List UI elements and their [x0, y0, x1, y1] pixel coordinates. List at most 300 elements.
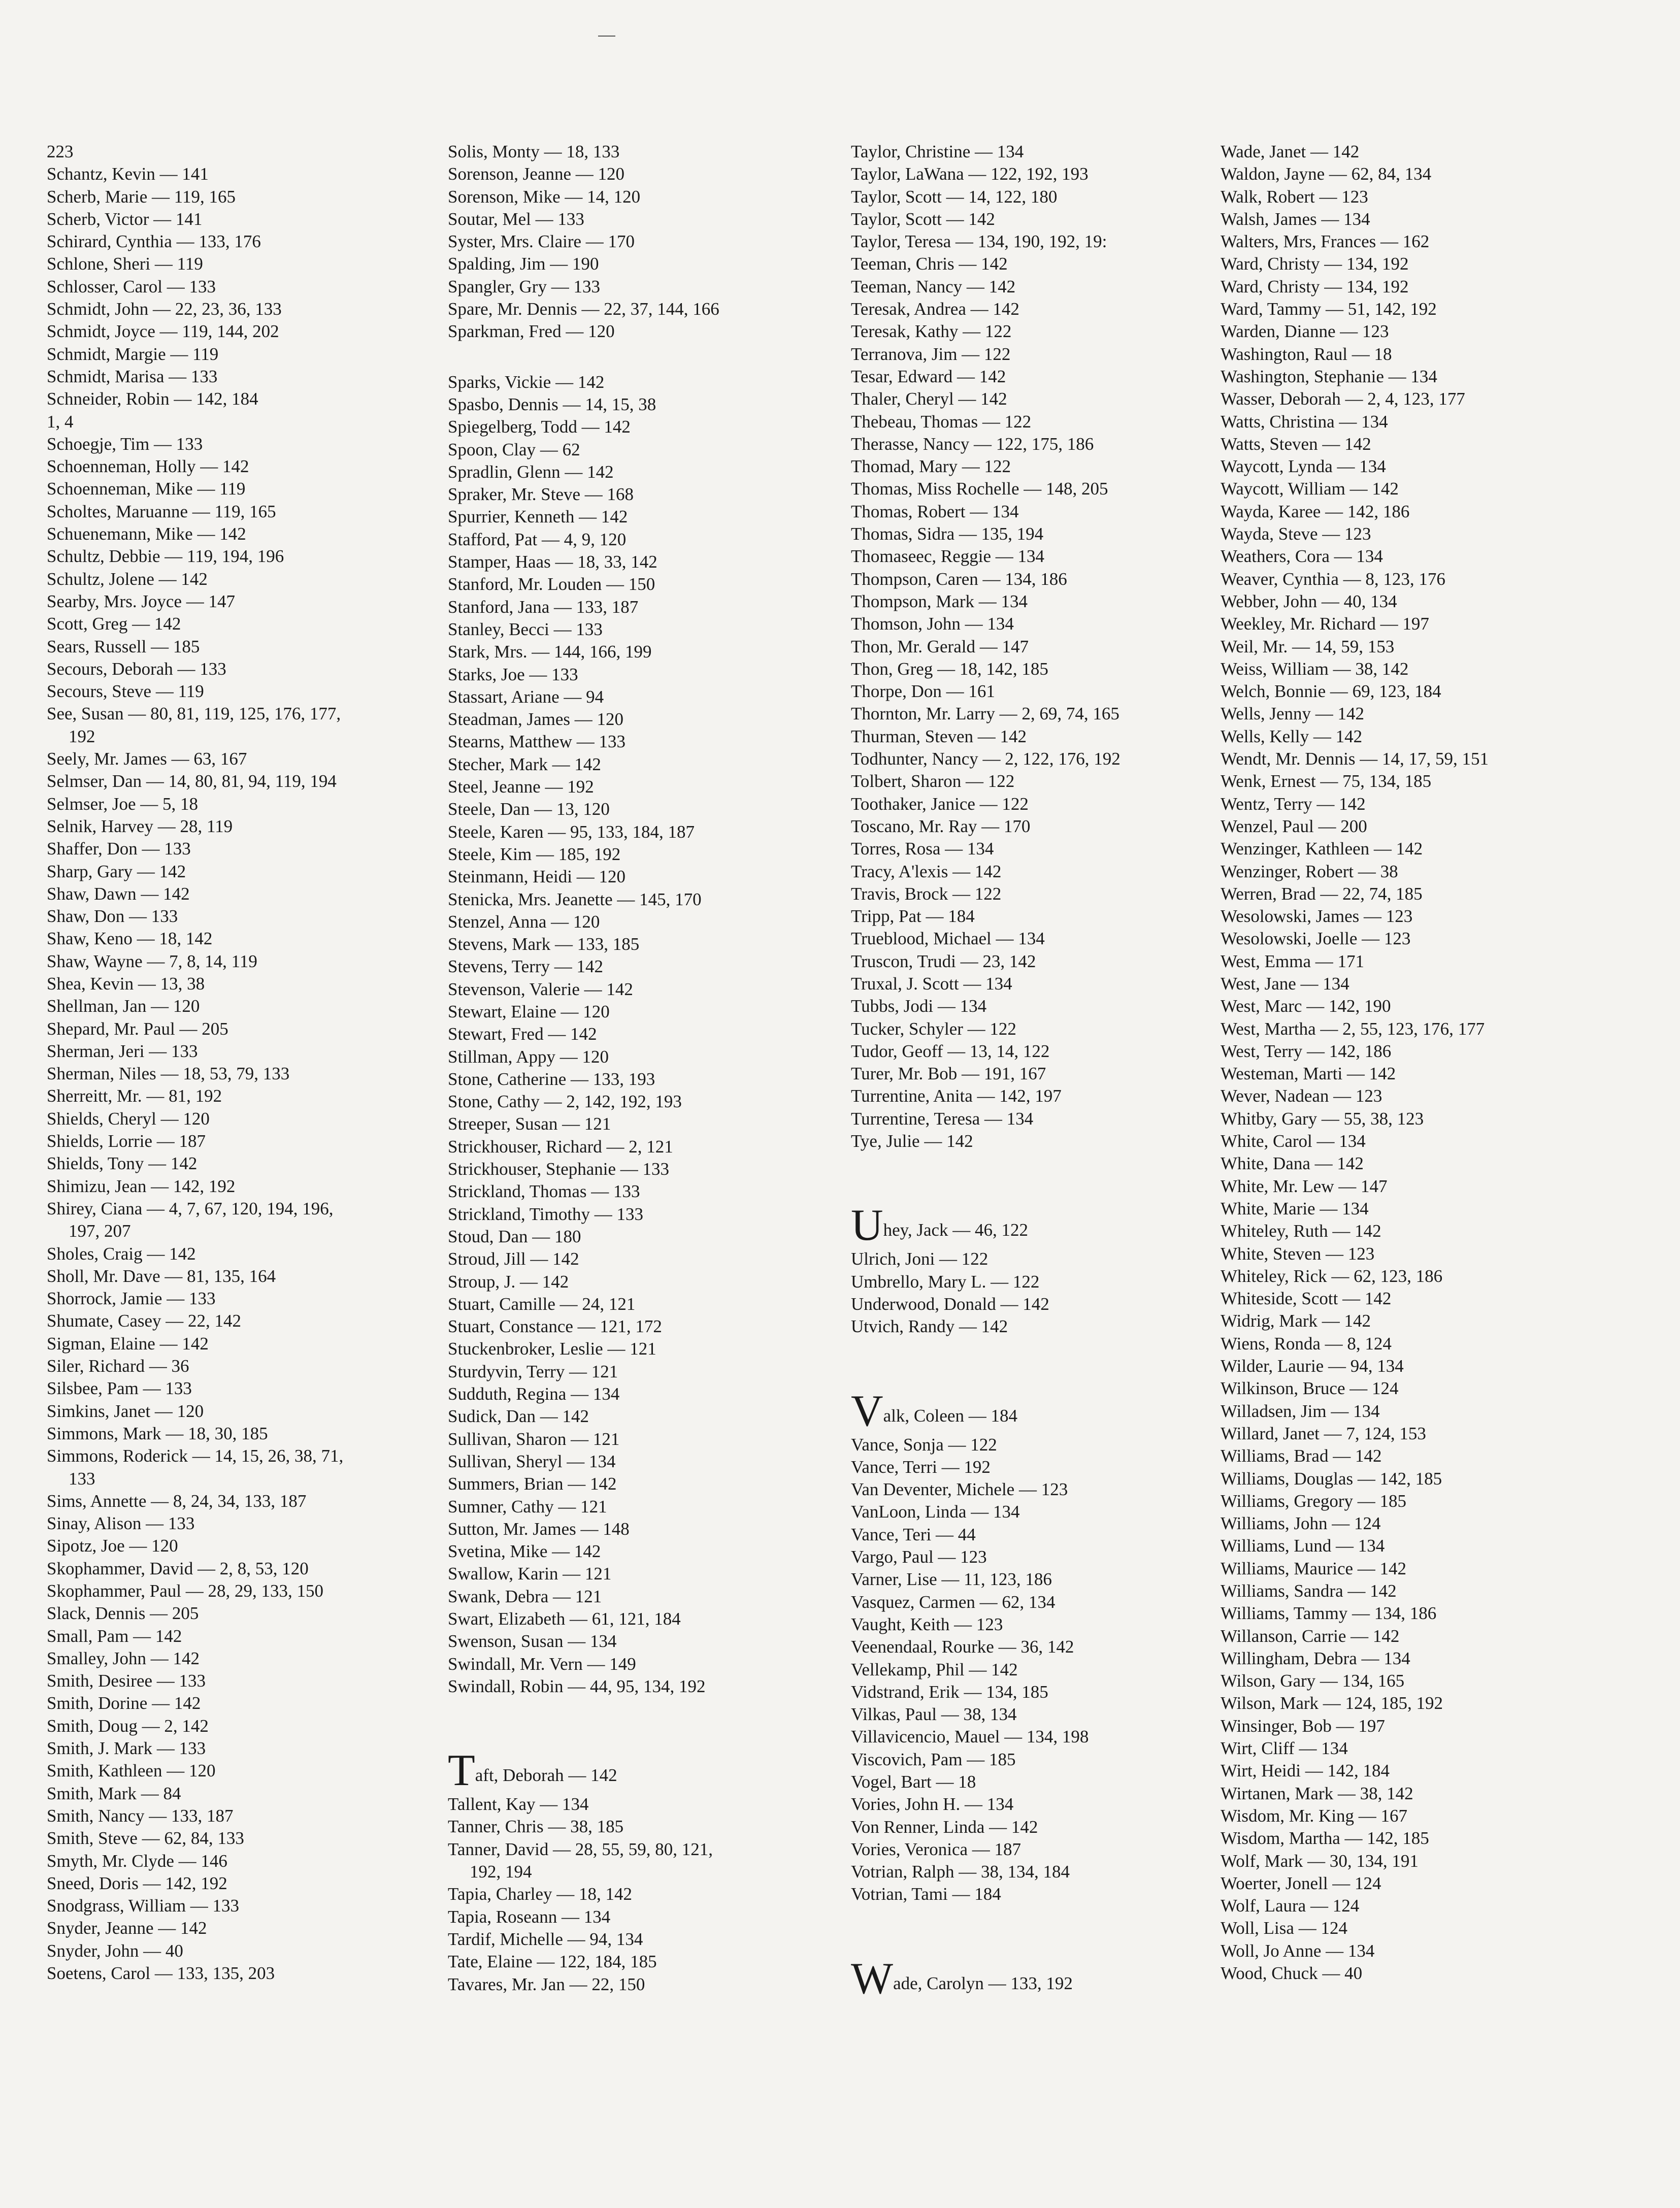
index-entry: Smalley, John — 142 — [47, 1648, 200, 1668]
section-initial-letter: T — [448, 1746, 475, 1796]
index-entry: Weaver, Cynthia — 8, 123, 176 — [1221, 569, 1445, 589]
index-entry: Sparks, Vickie — 142 — [448, 372, 605, 392]
index-column-1 — [47, 141, 438, 1985]
index-entry: Spiegelberg, Todd — 142 — [448, 417, 631, 437]
index-entry: Westeman, Marti — 142 — [1221, 1064, 1396, 1084]
index-entry: Stevens, Terry — 142 — [448, 957, 604, 977]
index-entry: Woll, Jo Anne — 134 — [1221, 1940, 1375, 1961]
index-entry: Shaffer, Don — 133 — [47, 839, 191, 859]
index-entry: Shaw, Keno — 18, 142 — [47, 929, 213, 949]
index-entry: Thebeau, Thomas — 122 — [851, 411, 1032, 432]
index-entry: Stark, Mrs. — 144, 166, 199 — [448, 642, 652, 662]
index-entry: Skophammer, David — 2, 8, 53, 120 — [47, 1558, 309, 1578]
index-entry: Solis, Monty — 18, 133 — [448, 142, 620, 161]
section-first-entry — [851, 1386, 1227, 1436]
index-entry-continuation: 133 — [69, 1468, 95, 1489]
index-entry: Vance, Terri — 192 — [851, 1457, 991, 1477]
index-entry: Teresak, Kathy — 122 — [851, 321, 1012, 342]
index-entry: Wenzinger, Kathleen — 142 — [1221, 839, 1423, 859]
index-entry: Thon, Greg — 18, 142, 185 — [851, 658, 1048, 679]
index-entry: Strickland, Timothy — 133 — [448, 1204, 644, 1224]
index-entry: Truxal, J. Scott — 134 — [851, 973, 1012, 994]
index-entry: White, Mr. Lew — 147 — [1221, 1176, 1388, 1196]
index-entry: Scholtes, Maruanne — 119, 165 — [47, 501, 276, 521]
index-entry: Underwood, Donald — 142 — [851, 1294, 1049, 1314]
index-entry: Sorenson, Jeanne — 120 — [448, 164, 625, 184]
index-entry: Tripp, Pat — 184 — [851, 906, 975, 927]
index-entry: Starks, Joe — 133 — [448, 664, 578, 684]
index-entry: Wirt, Heidi — 142, 184 — [1221, 1761, 1390, 1781]
index-entry: 223 — [47, 142, 74, 161]
index-entry: Spurrier, Kenneth — 142 — [448, 507, 628, 527]
index-entry: Stamper, Haas — 18, 33, 142 — [448, 552, 657, 572]
index-entry: Tardif, Michelle — 94, 134 — [448, 1929, 643, 1949]
index-entry: Torres, Rosa — 134 — [851, 839, 994, 859]
index-entry: Tapia, Roseann — 134 — [448, 1906, 611, 1927]
index-entry: Stuart, Constance — 121, 172 — [448, 1316, 662, 1337]
index-entry: Schmidt, Joyce — 119, 144, 202 — [47, 321, 279, 342]
index-entry: Streeper, Susan — 121 — [448, 1114, 611, 1134]
index-entry: Shaw, Wayne — 7, 8, 14, 119 — [47, 951, 257, 971]
index-entry: Whitby, Gary — 55, 38, 123 — [1221, 1108, 1424, 1129]
index-entry: Schoenneman, Mike — 119 — [47, 479, 246, 499]
index-entry: Turrentine, Teresa — 134 — [851, 1108, 1034, 1129]
index-entry: White, Carol — 134 — [1221, 1131, 1366, 1151]
index-entry: Sumner, Cathy — 121 — [448, 1496, 607, 1517]
index-entry: Taylor, Teresa — 134, 190, 192, 19: — [851, 232, 1107, 252]
index-entry: Willard, Janet — 7, 124, 153 — [1221, 1423, 1426, 1443]
index-entry: Scherb, Marie — 119, 165 — [47, 186, 236, 207]
index-entry: Sherman, Jeri — 133 — [47, 1041, 198, 1061]
index-entry: Schlosser, Carol — 133 — [47, 276, 216, 296]
index-entry: Smith, Dorine — 142 — [47, 1693, 201, 1713]
index-entry: Spradlin, Glenn — 142 — [448, 462, 614, 482]
index-entry: Tudor, Geoff — 13, 14, 122 — [851, 1041, 1050, 1061]
index-entry: Warden, Dianne — 123 — [1221, 321, 1389, 342]
index-entry: Veenendaal, Rourke — 36, 142 — [851, 1637, 1074, 1657]
index-entry: Toothaker, Janice — 122 — [851, 794, 1029, 814]
index-entry-continuation: 197, 207 — [69, 1221, 131, 1241]
index-entry: Stewart, Elaine — 120 — [448, 1001, 610, 1021]
index-entry: Vasquez, Carmen — 62, 134 — [851, 1592, 1056, 1612]
section-first-entry-text: alk, Coleen — 184 — [883, 1405, 1017, 1426]
index-entry: Steele, Karen — 95, 133, 184, 187 — [448, 821, 695, 842]
index-entry: Wilson, Mark — 124, 185, 192 — [1221, 1693, 1443, 1713]
index-entry: Shea, Kevin — 13, 38 — [47, 973, 205, 994]
index-entry: Schirard, Cynthia — 133, 176 — [47, 232, 261, 252]
index-entry: Vargo, Paul — 123 — [851, 1547, 987, 1567]
index-entry: White, Dana — 142 — [1221, 1154, 1364, 1174]
index-entry: Soetens, Carol — 133, 135, 203 — [47, 1963, 275, 1984]
index-entry: Tallent, Kay — 134 — [448, 1794, 589, 1815]
index-entry: Wesolowski, James — 123 — [1221, 906, 1413, 927]
index-entry: Williams, John — 124 — [1221, 1513, 1381, 1534]
section-spacer — [851, 1338, 1227, 1389]
index-entry: Stanford, Mr. Louden — 150 — [448, 574, 655, 595]
index-entry-continuation: 192, 194 — [470, 1862, 532, 1882]
index-entry: Willingham, Debra — 134 — [1221, 1648, 1410, 1668]
index-entry: Stroud, Jill — 142 — [448, 1249, 579, 1269]
index-entry: Williams, Sandra — 142 — [1221, 1581, 1397, 1601]
index-entry: Snyder, John — 40 — [47, 1940, 183, 1961]
index-entry: Sipotz, Joe — 120 — [47, 1536, 178, 1556]
index-entry: Watts, Christina — 134 — [1221, 411, 1388, 432]
index-entry: Schuenemann, Mike — 142 — [47, 524, 246, 544]
section-initial-letter: W — [851, 1954, 894, 2003]
section-initial-letter: U — [851, 1201, 883, 1250]
index-entry: Thomas, Robert — 134 — [851, 501, 1019, 521]
index-entry: Wells, Jenny — 142 — [1221, 704, 1364, 724]
index-column-3 — [851, 141, 1227, 2001]
index-entry: Wolf, Mark — 30, 134, 191 — [1221, 1851, 1419, 1871]
index-entry: Skophammer, Paul — 28, 29, 133, 150 — [47, 1581, 323, 1601]
index-entry: Selmser, Dan — 14, 80, 81, 94, 119, 194 — [47, 771, 337, 792]
index-entry: Schantz, Kevin — 141 — [47, 164, 209, 184]
index-entry: Swallow, Karin — 121 — [448, 1564, 612, 1584]
index-entry: Strickhouser, Richard — 2, 121 — [448, 1136, 673, 1157]
index-entry: Ward, Christy — 134, 192 — [1221, 254, 1409, 274]
index-entry: Stevenson, Valerie — 142 — [448, 979, 633, 999]
index-entry: Taylor, Scott — 142 — [851, 209, 995, 229]
index-entry: Sudduth, Regina — 134 — [448, 1384, 620, 1404]
index-entry: Tesar, Edward — 142 — [851, 366, 1006, 386]
index-entry: Williams, Gregory — 185 — [1221, 1491, 1407, 1511]
index-entry: Spoon, Clay — 62 — [448, 439, 580, 459]
index-entry: Sherman, Niles — 18, 53, 79, 133 — [47, 1064, 290, 1084]
section-spacer — [851, 1152, 1227, 1203]
index-entry: Simmons, Roderick — 14, 15, 26, 38, 71, — [47, 1446, 344, 1466]
index-entry: Whiteley, Ruth — 142 — [1221, 1221, 1381, 1241]
index-entry: Sutton, Mr. James — 148 — [448, 1519, 630, 1539]
index-entry: Wenzel, Paul — 200 — [1221, 816, 1367, 836]
index-entry: Walk, Robert — 123 — [1221, 186, 1368, 207]
index-entry: Stearns, Matthew — 133 — [448, 732, 625, 752]
index-entry: Stuart, Camille — 24, 121 — [448, 1294, 636, 1314]
index-entry: Stassart, Ariane — 94 — [448, 686, 604, 707]
index-entry: Stafford, Pat — 4, 9, 120 — [448, 529, 627, 549]
index-entry: Turrentine, Anita — 142, 197 — [851, 1086, 1062, 1106]
index-entry: Steele, Dan — 13, 120 — [448, 799, 610, 819]
index-entry: West, Marc — 142, 190 — [1221, 996, 1391, 1016]
index-entry: Spalding, Jim — 190 — [448, 254, 599, 274]
index-entry: Smith, Nancy — 133, 187 — [47, 1805, 234, 1826]
index-entry: West, Jane — 134 — [1221, 973, 1349, 994]
index-entry: Thornton, Mr. Larry — 2, 69, 74, 165 — [851, 704, 1119, 724]
index-entry: Toscano, Mr. Ray — 170 — [851, 816, 1031, 836]
index-entry: Vories, John H. — 134 — [851, 1794, 1014, 1815]
index-entry: Woll, Lisa — 124 — [1221, 1918, 1347, 1938]
index-entry: Schmidt, Margie — 119 — [47, 344, 219, 364]
index-entry: Sears, Russell — 185 — [47, 636, 200, 656]
index-entry: Slack, Dennis — 205 — [47, 1603, 199, 1624]
index-entry: Sneed, Doris — 142, 192 — [47, 1873, 227, 1893]
index-entry: Shorrock, Jamie — 133 — [47, 1289, 216, 1309]
index-entry: Teeman, Chris — 142 — [851, 254, 1008, 274]
index-entry: Strickland, Thomas — 133 — [448, 1181, 640, 1202]
index-entry: Ward, Tammy — 51, 142, 192 — [1221, 299, 1437, 319]
index-entry: Stuckenbroker, Leslie — 121 — [448, 1339, 656, 1359]
index-entry: Shumate, Casey — 22, 142 — [47, 1311, 242, 1331]
index-entry: Schlone, Sheri — 119 — [47, 254, 203, 274]
index-entry: West, Terry — 142, 186 — [1221, 1041, 1392, 1061]
index-entry: Willadsen, Jim — 134 — [1221, 1401, 1380, 1421]
index-entry: Stoud, Dan — 180 — [448, 1226, 581, 1246]
index-entry: Todhunter, Nancy — 2, 122, 176, 192 — [851, 749, 1121, 769]
index-entry: Winsinger, Bob — 197 — [1221, 1716, 1385, 1736]
index-entry: Schoenneman, Holly — 142 — [47, 456, 249, 477]
index-entry: Scherb, Victor — 141 — [47, 209, 203, 229]
index-entry: Wisdom, Martha — 142, 185 — [1221, 1828, 1429, 1849]
index-entry: Thaler, Cheryl — 142 — [851, 389, 1007, 409]
index-entry: Teeman, Nancy — 142 — [851, 276, 1016, 296]
index-entry: Thomad, Mary — 122 — [851, 456, 1011, 477]
index-entry: Thomaseec, Reggie — 134 — [851, 546, 1045, 567]
index-entry: Walters, Mrs, Frances — 162 — [1221, 232, 1430, 252]
section-initial-letter: V — [851, 1386, 883, 1436]
index-entry: Selnik, Harvey — 28, 119 — [47, 816, 233, 836]
index-entry: Votrian, Ralph — 38, 134, 184 — [851, 1862, 1070, 1882]
index-entry: Tanner, Chris — 38, 185 — [448, 1817, 624, 1837]
index-entry: Svetina, Mike — 142 — [448, 1541, 601, 1562]
index-entry: Wenk, Ernest — 75, 134, 185 — [1221, 771, 1432, 792]
index-entry: Von Renner, Linda — 142 — [851, 1817, 1038, 1837]
index-entry: Stone, Cathy — 2, 142, 192, 193 — [448, 1092, 682, 1112]
index-entry: Teresak, Andrea — 142 — [851, 299, 1019, 319]
index-entry: Vogel, Bart — 18 — [851, 1772, 976, 1792]
index-entry: Swindall, Mr. Vern — 149 — [448, 1654, 636, 1674]
index-entry: Tavares, Mr. Jan — 22, 150 — [448, 1974, 645, 1994]
index-entry: Weiss, William — 38, 142 — [1221, 658, 1409, 679]
index-entry: Tucker, Schyler — 122 — [851, 1018, 1016, 1039]
index-entry: West, Emma — 171 — [1221, 951, 1364, 971]
index-entry: Tanner, David — 28, 55, 59, 80, 121, — [448, 1839, 713, 1859]
index-entry: White, Marie — 134 — [1221, 1198, 1369, 1218]
index-entry: Weathers, Cora — 134 — [1221, 546, 1383, 567]
index-entry: Wirtanen, Mark — 38, 142 — [1221, 1783, 1413, 1803]
index-entry: Shields, Lorrie — 187 — [47, 1131, 206, 1151]
index-entry: Simkins, Janet — 120 — [47, 1401, 204, 1421]
index-entry: Stenicka, Mrs. Jeanette — 145, 170 — [448, 889, 702, 909]
index-entry: Travis, Brock — 122 — [851, 883, 1002, 904]
index-entry: Wasser, Deborah — 2, 4, 123, 177 — [1221, 389, 1465, 409]
index-entry: VanLoon, Linda — 134 — [851, 1502, 1020, 1522]
index-entry: Whiteside, Scott — 142 — [1221, 1289, 1392, 1309]
index-entry: Wentz, Terry — 142 — [1221, 794, 1366, 814]
index-entry: Vories, Veronica — 187 — [851, 1839, 1022, 1859]
index-entry: Washington, Stephanie — 134 — [1221, 366, 1437, 386]
index-entry: Secours, Steve — 119 — [47, 681, 204, 702]
index-entry: Woerter, Jonell — 124 — [1221, 1873, 1381, 1893]
index-entry: Swindall, Robin — 44, 95, 134, 192 — [448, 1676, 706, 1696]
index-entry: Stroup, J. — 142 — [448, 1271, 569, 1292]
index-entry: Steel, Jeanne — 192 — [448, 777, 594, 797]
index-entry: Secours, Deborah — 133 — [47, 658, 226, 679]
index-entry: Selmser, Joe — 5, 18 — [47, 794, 199, 814]
index-entry: Soutar, Mel — 133 — [448, 209, 584, 229]
index-entry: Sturdyvin, Terry — 121 — [448, 1361, 618, 1381]
index-entry: Wilkinson, Bruce — 124 — [1221, 1378, 1399, 1399]
index-entry: Thurman, Steven — 142 — [851, 726, 1027, 746]
index-entry: Williams, Tammy — 134, 186 — [1221, 1603, 1437, 1624]
index-entry: White, Steven — 123 — [1221, 1243, 1375, 1264]
index-entry: Waycott, William — 142 — [1221, 479, 1399, 499]
index-entry: Stewart, Fred — 142 — [448, 1024, 597, 1044]
index-entry: Sigman, Elaine — 142 — [47, 1333, 209, 1354]
index-entry: Shepard, Mr. Paul — 205 — [47, 1018, 228, 1039]
section-first-entry — [851, 1954, 1227, 2003]
index-column-4 — [1221, 141, 1627, 1985]
index-entry: Seely, Mr. James — 63, 167 — [47, 749, 247, 769]
index-entry: Swank, Debra — 121 — [448, 1586, 602, 1606]
index-entry: Shimizu, Jean — 142, 192 — [47, 1176, 236, 1196]
index-entry: Schultz, Jolene — 142 — [47, 569, 208, 589]
index-entry: Tolbert, Sharon — 122 — [851, 771, 1015, 792]
index-entry: Sorenson, Mike — 14, 120 — [448, 186, 641, 207]
index-entry: Sholl, Mr. Dave — 81, 135, 164 — [47, 1266, 276, 1286]
index-entry: Smith, Steve — 62, 84, 133 — [47, 1828, 244, 1849]
index-entry-continuation: 192 — [69, 726, 95, 746]
index-entry: Wilson, Gary — 134, 165 — [1221, 1671, 1405, 1691]
index-entry: Sinay, Alison — 133 — [47, 1513, 195, 1534]
index-entry: Summers, Brian — 142 — [448, 1474, 617, 1494]
index-entry: Wiens, Ronda — 8, 124 — [1221, 1333, 1392, 1354]
index-entry: Thomson, John — 134 — [851, 614, 1014, 634]
index-entry: Williams, Maurice — 142 — [1221, 1558, 1407, 1578]
index-entry: Smith, Desiree — 133 — [47, 1671, 206, 1691]
index-entry: Swenson, Susan — 134 — [448, 1631, 617, 1652]
index-entry: Watts, Steven — 142 — [1221, 434, 1371, 454]
index-entry: Schneider, Robin — 142, 184 — [47, 389, 258, 409]
index-entry: Utvich, Randy — 142 — [851, 1316, 1008, 1337]
index-column-2 — [448, 141, 844, 1996]
index-entry: Sudick, Dan — 142 — [448, 1406, 589, 1427]
index-entry: Thorpe, Don — 161 — [851, 681, 995, 702]
index-entry: Sims, Annette — 8, 24, 34, 133, 187 — [47, 1491, 307, 1511]
index-entry: Stanley, Becci — 133 — [448, 619, 603, 639]
index-entry: Schmidt, John — 22, 23, 36, 133 — [47, 299, 282, 319]
index-entry: Small, Pam — 142 — [47, 1626, 182, 1646]
index-entry: Therasse, Nancy — 122, 175, 186 — [851, 434, 1094, 454]
section-spacer — [851, 1906, 1227, 1957]
index-entry: Stecher, Mark — 142 — [448, 754, 601, 774]
index-entry: Snyder, Jeanne — 142 — [47, 1918, 207, 1938]
index-entry: Waldon, Jayne — 62, 84, 134 — [1221, 164, 1432, 184]
index-entry: Sullivan, Sheryl — 134 — [448, 1451, 616, 1471]
index-entry: Simmons, Mark — 18, 30, 185 — [47, 1423, 268, 1443]
index-entry: Tubbs, Jodi — 134 — [851, 996, 987, 1016]
index-entry: Stanford, Jana — 133, 187 — [448, 597, 639, 617]
section-spacer — [448, 343, 844, 371]
index-entry: Wendt, Mr. Dennis — 14, 17, 59, 151 — [1221, 749, 1489, 769]
index-entry: Thomas, Miss Rochelle — 148, 205 — [851, 479, 1108, 499]
index-entry: Wilder, Laurie — 94, 134 — [1221, 1356, 1404, 1376]
index-entry: Spasbo, Dennis — 14, 15, 38 — [448, 394, 656, 414]
index-entry: Silsbee, Pam — 133 — [47, 1378, 192, 1399]
top-mark — [598, 36, 615, 37]
index-entry: Williams, Brad — 142 — [1221, 1446, 1382, 1466]
index-entry: Taylor, LaWana — 122, 192, 193 — [851, 164, 1089, 184]
index-entry: Schultz, Debbie — 119, 194, 196 — [47, 546, 284, 567]
index-entry: Syster, Mrs. Claire — 170 — [448, 232, 635, 252]
index-entry: Wisdom, Mr. King — 167 — [1221, 1805, 1408, 1826]
index-entry: Varner, Lise — 11, 123, 186 — [851, 1569, 1052, 1590]
index-entry: Wells, Kelly — 142 — [1221, 726, 1363, 746]
index-entry: Waycott, Lynda — 134 — [1221, 456, 1386, 477]
index-entry: Viscovich, Pam — 185 — [851, 1749, 1016, 1769]
index-entry: Tate, Elaine — 122, 184, 185 — [448, 1952, 657, 1972]
index-entry: Wade, Janet — 142 — [1221, 142, 1360, 161]
index-entry: Spangler, Gry — 133 — [448, 276, 600, 296]
index-entry: Walsh, James — 134 — [1221, 209, 1370, 229]
index-entry: Tapia, Charley — 18, 142 — [448, 1884, 633, 1904]
index-entry: Schmidt, Marisa — 133 — [47, 366, 218, 386]
index-entry: Weekley, Mr. Richard — 197 — [1221, 614, 1429, 634]
index-entry: Snodgrass, William — 133 — [47, 1896, 240, 1916]
index-entry: Sullivan, Sharon — 121 — [448, 1429, 620, 1449]
index-entry: Terranova, Jim — 122 — [851, 344, 1011, 364]
index-entry: Schoegje, Tim — 133 — [47, 434, 203, 454]
index-entry: Wirt, Cliff — 134 — [1221, 1738, 1348, 1759]
index-entry: Thon, Mr. Gerald — 147 — [851, 636, 1029, 656]
index-entry: Vilkas, Paul — 38, 134 — [851, 1704, 1017, 1725]
index-entry: Tye, Julie — 142 — [851, 1131, 973, 1151]
index-entry: Taylor, Scott — 14, 122, 180 — [851, 186, 1058, 207]
index-entry: Whiteley, Rick — 62, 123, 186 — [1221, 1266, 1443, 1286]
index-entry: Williams, Douglas — 142, 185 — [1221, 1468, 1442, 1489]
section-first-entry-text: ade, Carolyn — 133, 192 — [893, 1973, 1073, 1993]
index-entry: Vance, Teri — 44 — [851, 1524, 976, 1544]
index-entry: Smith, Doug — 2, 142 — [47, 1716, 209, 1736]
index-entry: Wever, Nadean — 123 — [1221, 1086, 1382, 1106]
index-entry: Umbrello, Mary L. — 122 — [851, 1271, 1040, 1292]
index-entry: Washington, Raul — 18 — [1221, 344, 1392, 364]
index-entry: West, Martha — 2, 55, 123, 176, 177 — [1221, 1018, 1485, 1039]
index-entry: Searby, Mrs. Joyce — 147 — [47, 591, 236, 611]
index-entry: 1, 4 — [47, 411, 74, 432]
index-entry: Stevens, Mark — 133, 185 — [448, 934, 640, 954]
index-entry: Steinmann, Heidi — 120 — [448, 867, 625, 887]
index-entry: Strickhouser, Stephanie — 133 — [448, 1159, 670, 1179]
index-entry: Thompson, Mark — 134 — [851, 591, 1028, 611]
index-entry: Ulrich, Joni — 122 — [851, 1249, 989, 1269]
section-first-entry — [448, 1746, 844, 1796]
index-entry: Steele, Kim — 185, 192 — [448, 844, 621, 864]
index-entry: Smith, Kathleen — 120 — [47, 1761, 216, 1781]
index-entry: Smith, Mark — 84 — [47, 1783, 181, 1803]
index-entry: Welch, Bonnie — 69, 123, 184 — [1221, 681, 1441, 702]
index-entry: Wayda, Karee — 142, 186 — [1221, 501, 1410, 521]
index-entry: Vellekamp, Phil — 142 — [851, 1659, 1018, 1679]
index-entry: Truscon, Trudi — 23, 142 — [851, 951, 1036, 971]
index-entry: Wesolowski, Joelle — 123 — [1221, 929, 1411, 949]
index-entry: Spraker, Mr. Steve — 168 — [448, 484, 634, 505]
section-first-entry — [851, 1203, 1227, 1248]
index-entry: Willanson, Carrie — 142 — [1221, 1626, 1400, 1646]
index-entry: Smith, J. Mark — 133 — [47, 1738, 206, 1759]
index-entry: Shaw, Don — 133 — [47, 906, 178, 927]
index-entry: Stenzel, Anna — 120 — [448, 911, 600, 932]
section-spacer — [448, 1698, 844, 1749]
index-entry: Wolf, Laura — 124 — [1221, 1896, 1360, 1916]
index-entry: Ward, Christy — 134, 192 — [1221, 276, 1409, 296]
index-entry: Wood, Chuck — 40 — [1221, 1963, 1363, 1984]
index-entry: Shirey, Ciana — 4, 7, 67, 120, 194, 196, — [47, 1198, 334, 1218]
index-entry: Sherreitt, Mr. — 81, 192 — [47, 1086, 222, 1106]
index-entry: Stillman, Appy — 120 — [448, 1046, 609, 1067]
index-entry: Smyth, Mr. Clyde — 146 — [47, 1851, 227, 1871]
index-entry: Vaught, Keith — 123 — [851, 1614, 1003, 1634]
index-entry: Thompson, Caren — 134, 186 — [851, 569, 1067, 589]
